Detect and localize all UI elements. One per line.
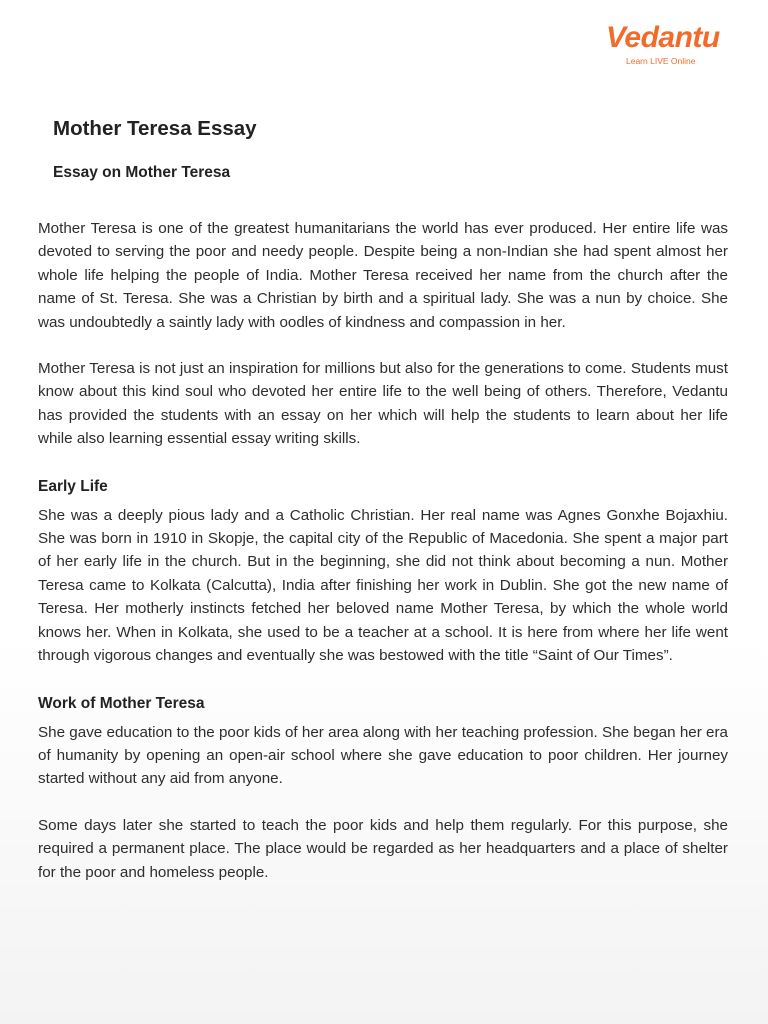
essay-body bbox=[38, 217, 728, 907]
section-heading-early-life: Early Life bbox=[38, 477, 108, 495]
logo-wordmark: Vedantu bbox=[606, 21, 720, 54]
work-paragraph: She gave education to the poor kids of her area along with her teaching profession. She began her era of humanity by opening an open-air school where she gave education to poor children. Her journey started without any aid from anyone. bbox=[38, 723, 728, 788]
vedantu-logo bbox=[606, 20, 720, 72]
work-paragraph: Some days later she started to teach the poor kids and help them regularly. For this purpose, she required a permanent place. The place would be regarded as her headquarters and a place of shelter for the poor and homeless people. bbox=[38, 816, 728, 881]
intro-paragraph: Mother Teresa is one of the greatest humanitarians the world has ever produced. Her entire life was devoted to serving the poor and needy people. Despite being a non-Indian she had spent almost her whole life helping the people of India. Mother Teresa received her name from the church after the name of St. Teresa. She was a Christian by birth and a spiritual lady. She was a nun by choice. She was undoubtedly a saintly lady with oodles of kindness and compassion in her. bbox=[38, 220, 728, 331]
logo-tagline: Learn LIVE Online bbox=[626, 56, 696, 66]
section-heading-work: Work of Mother Teresa bbox=[38, 694, 205, 712]
page-title: Mother Teresa Essay bbox=[53, 117, 257, 140]
intro-paragraph: Mother Teresa is not just an inspiration for millions but also for the generations to come. Students must know about this kind soul who devoted her entire life to the well being of others. Therefore, Vedantu has provided the students with an essay on her which will help the students to learn about her life while also learning essential essay writing skills. bbox=[38, 360, 728, 448]
page-subtitle: Essay on Mother Teresa bbox=[53, 164, 231, 181]
early-life-paragraph: She was a deeply pious lady and a Catholic Christian. Her real name was Agnes Gonxhe Bojaxhiu. She was born in 1910 in Skopje, the capital city of the Republic of Macedonia. She spent a major part of her early life in the church. But in the beginning, she did not think about becoming a nun. Mother Teresa came to Kolkata (Calcutta), India after finishing her work in Dublin. She got the new name of Teresa. Her motherly instincts fetched her beloved name Mother Teresa, by which the whole world knows her. When in Kolkata, she used to be a teacher at a school. It is here from where her life went through vigorous changes and eventually she was bestowed with the title “Saint of Our Times”. bbox=[38, 506, 728, 665]
